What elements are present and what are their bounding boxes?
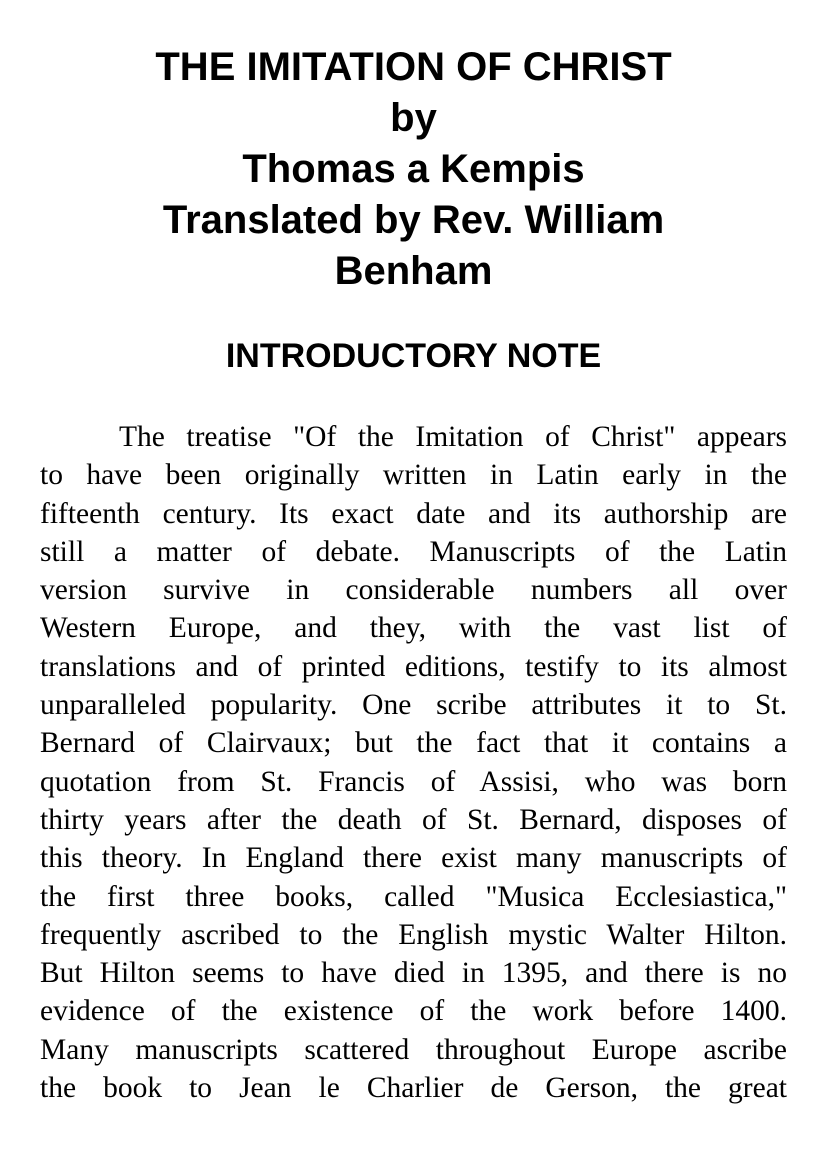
document-title bbox=[40, 42, 787, 297]
title-line-4: Translated by Rev. William bbox=[162, 198, 665, 242]
body-line: Western Europe, and they, with the vast list of bbox=[40, 612, 787, 645]
body-line: unparalleled popularity. One scribe attributes it to St. bbox=[40, 689, 787, 722]
body-line: Bernard of Clairvaux; but the fact that it contains a bbox=[40, 727, 787, 760]
body-line: evidence of the existence of the work before 1400. bbox=[40, 995, 787, 1028]
body-line: thirty years after the death of St. Bernard, disposes of bbox=[40, 803, 787, 836]
body-line: frequently ascribed to the English mystic Walter Hilton. bbox=[40, 918, 787, 951]
section-heading: INTRODUCTORY NOTE bbox=[225, 337, 602, 375]
body-line: fifteenth century. Its exact date and its authorship are bbox=[40, 497, 787, 530]
body-line: version survive in considerable numbers all over bbox=[40, 574, 787, 607]
body-line: But Hilton seems to have died in 1395, and there is no bbox=[40, 957, 787, 990]
body-paragraph bbox=[40, 418, 787, 1107]
body-line: the book to Jean le Charlier de Gerson, the great bbox=[40, 1072, 787, 1105]
body-line: to have been originally written in Latin early in the bbox=[40, 459, 787, 492]
title-line-1: THE IMITATION OF CHRIST bbox=[155, 45, 672, 89]
body-line: the first three books, called "Musica Ecclesiastica," bbox=[40, 880, 787, 913]
body-line: Many manuscripts scattered throughout Europe ascribe bbox=[40, 1033, 787, 1066]
body-line: still a matter of debate. Manuscripts of the Latin bbox=[40, 535, 787, 568]
body-line: translations and of printed editions, testify to its almost bbox=[40, 650, 787, 683]
body-line: The treatise "Of the Imitation of Christ" appears bbox=[119, 421, 787, 453]
title-line-3: Thomas a Kempis bbox=[242, 147, 585, 191]
title-line-5: Benham bbox=[334, 249, 493, 293]
title-line-2: by bbox=[390, 96, 437, 140]
body-line: quotation from St. Francis of Assisi, who was born bbox=[40, 765, 787, 798]
body-line: this theory. In England there exist many manuscripts of bbox=[40, 842, 787, 875]
